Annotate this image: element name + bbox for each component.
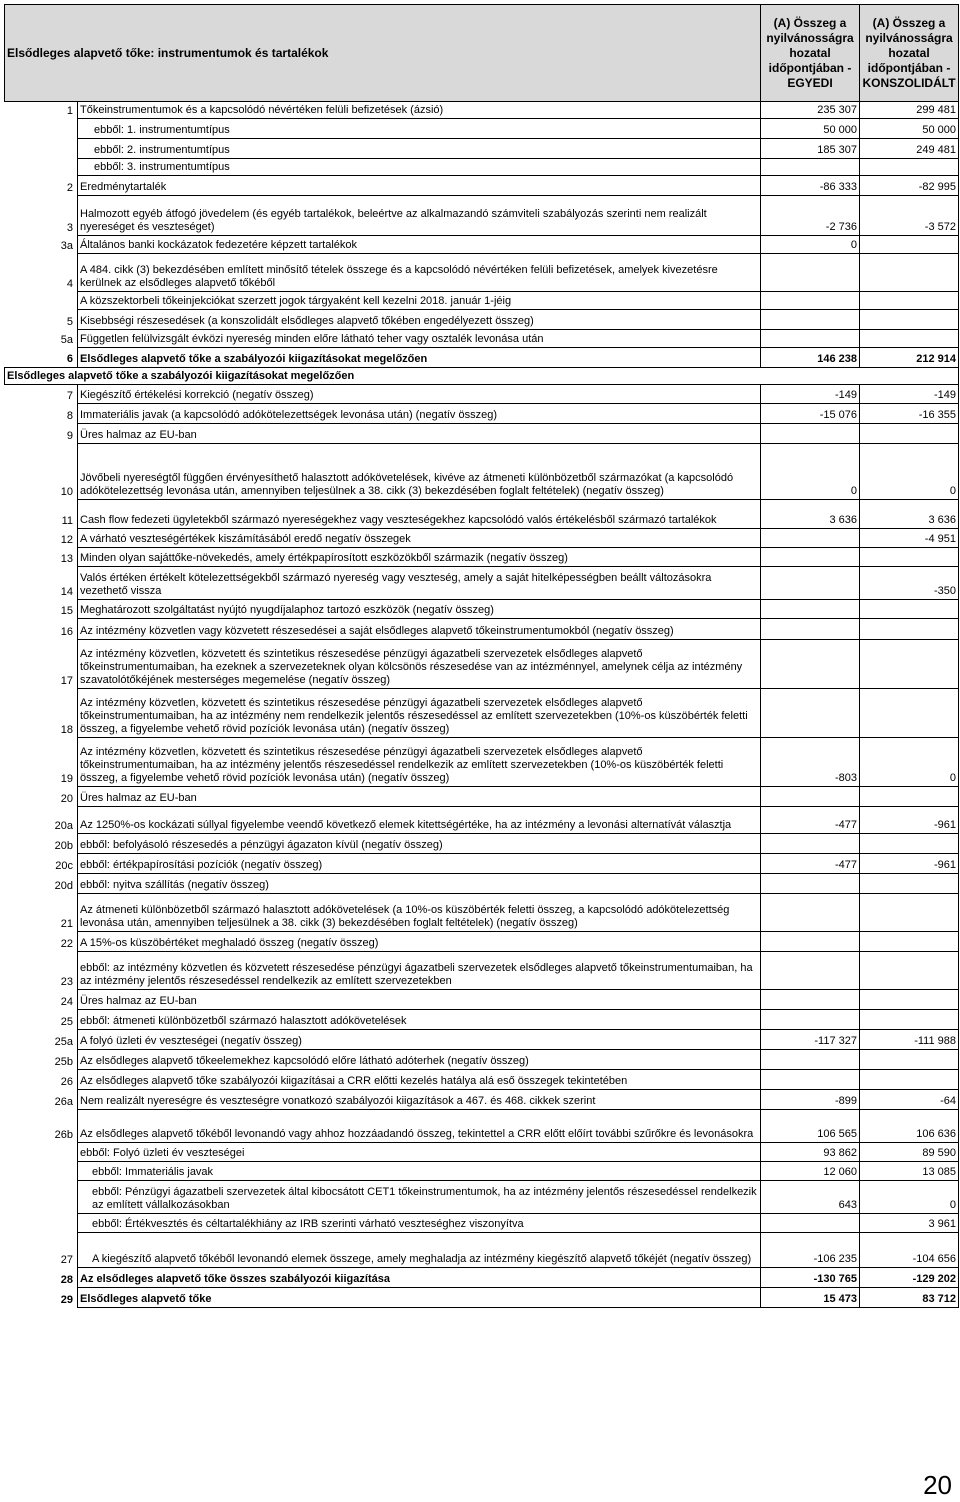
row-description: Elsődleges alapvető tőke (78, 1288, 761, 1308)
value-egyedi (761, 292, 860, 310)
row-description: Eredménytartalék (78, 176, 761, 196)
capital-table (4, 4, 959, 1308)
row-description: Kisebbségi részesedések (a konszolidált elsődleges alapvető tőkében engedélyezett összeg) (78, 310, 761, 330)
table-row (5, 894, 959, 932)
value-konszolidalt (860, 787, 959, 807)
row-description: Az elsődleges alapvető tőke összes szabályozói kiigazítása (78, 1268, 761, 1288)
row-description: Az intézmény közvetlen, közvetett és szintetikus részesedése pénzügyi ágazatbeli szervezetek elsődleges alapvető tőkeinstrumentumaiban, ha az intézmény jelentős részesedéssel rendelkezik az említett szervezetekben (10%-os küszöbérték feletti összeg, a figyelembe vehető rövid pozíciók levonása után) (negatív összeg) (78, 738, 761, 787)
row-description: ebből: Pénzügyi ágazatbeli szervezetek által kibocsátott CET1 tőkeinstrumentumok, ha az intézmény jelentős részesedéssel rendelkezik az említett vállalkozásokban (78, 1181, 761, 1214)
table-row (5, 932, 959, 952)
row-description: ebből: 2. instrumentumtípus (78, 139, 761, 159)
table-row (5, 254, 959, 292)
value-egyedi (761, 1214, 860, 1233)
value-konszolidalt: 0 (860, 738, 959, 787)
value-konszolidalt: -129 202 (860, 1268, 959, 1288)
value-konszolidalt: 106 636 (860, 1110, 959, 1143)
row-number: 5 (66, 315, 73, 328)
value-konszolidalt (860, 894, 959, 932)
row-description: Az elsődleges alapvető tőkeelemekhez kapcsolódó előre látható adóterhek (negatív összeg) (78, 1050, 761, 1070)
table-row (5, 1090, 959, 1110)
row-number: 15 (60, 604, 73, 617)
row-number: 29 (60, 1293, 73, 1306)
value-egyedi (761, 330, 860, 348)
value-egyedi (761, 689, 860, 738)
row-description: ebből: Folyó üzleti év veszteségei (78, 1143, 761, 1162)
value-konszolidalt (860, 292, 959, 310)
value-egyedi (761, 567, 860, 600)
row-description: ebből: az intézmény közvetlen és közvetett részesedése pénzügyi ágazatbeli szervezetek elsődleges alapvető tőkeinstrumentumaiban, ha az intézmény jelentős részesedéssel rendelkezik az említett szervezetekben (78, 952, 761, 990)
row-number: 3 (66, 221, 73, 234)
value-egyedi (761, 600, 860, 619)
value-egyedi: 146 238 (761, 348, 860, 368)
value-egyedi: 12 060 (761, 1162, 860, 1181)
table-row (5, 874, 959, 894)
table-row (5, 990, 959, 1010)
row-number: 26a (54, 1095, 73, 1108)
row-description: ebből: 3. instrumentumtípus (78, 159, 761, 176)
row-number: 6 (66, 353, 73, 365)
row-description: Az elsődleges alapvető tőkéből levonandó vagy ahhoz hozzáadandó összeg, tekintettel a CRR előtt előírt további szűrőkre és levonásokra (78, 1110, 761, 1143)
value-egyedi: -130 765 (761, 1268, 860, 1288)
row-description: Tőkeinstrumentumok és a kapcsolódó névértéken felüli befizetések (ázsió) (78, 102, 761, 119)
table-row (5, 176, 959, 196)
value-egyedi: -2 736 (761, 196, 860, 236)
row-description: Minden olyan sajáttőke-növekedés, amely értékpapírosított eszközökből származik (negatív összeg) (78, 548, 761, 567)
value-egyedi (761, 1010, 860, 1030)
table-row (5, 404, 959, 424)
row-description: Az elsődleges alapvető tőke szabályozói kiigazításai a CRR előtti kezelés hatálya alá eső összegek tekintetében (78, 1070, 761, 1090)
row-number (5, 159, 78, 176)
row-description: Az intézmény közvetlen vagy közvetett részesedései a saját elsődleges alapvető tőkeinstrumentumokból (negatív összeg) (78, 619, 761, 640)
row-description: Kiegészítő értékelési korrekció (negatív összeg) (78, 385, 761, 404)
value-konszolidalt (860, 424, 959, 444)
row-number: 14 (60, 585, 73, 598)
row-number: 9 (66, 429, 73, 442)
value-egyedi: 235 307 (761, 102, 860, 119)
value-egyedi (761, 990, 860, 1010)
table-row (5, 600, 959, 619)
row-description: A kiegészítő alapvető tőkéből levonandó elemek összege, amely meghaladja az intézmény kiegészítő alapvető tőkéjét (negatív összeg) (78, 1233, 761, 1268)
row-number: 23 (60, 975, 73, 988)
row-description: A várható veszteségértékek kiszámításából eredő negatív összegek (78, 529, 761, 548)
table-row (5, 310, 959, 330)
value-egyedi: 50 000 (761, 119, 860, 139)
value-egyedi: -149 (761, 385, 860, 404)
row-description: ebből: Immateriális javak (78, 1162, 761, 1181)
row-description: Általános banki kockázatok fedezetére képzett tartalékok (78, 236, 761, 254)
value-konszolidalt: 249 481 (860, 139, 959, 159)
table-row (5, 385, 959, 404)
value-konszolidalt (860, 689, 959, 738)
row-description: Cash flow fedezeti ügyletekből származó nyereségekhez vagy veszteségekhez kapcsolódó valós értékelésből származó tartalékok (78, 500, 761, 529)
table-row (5, 807, 959, 834)
row-number: 17 (60, 674, 73, 687)
column-header-konszolidalt: (A) Összeg a nyilvánosságra hozatal időpontjában - KONSZOLIDÁLT (860, 5, 959, 102)
row-number: 8 (66, 409, 73, 422)
value-konszolidalt: -104 656 (860, 1233, 959, 1268)
row-number: 20d (54, 879, 73, 892)
value-egyedi: -106 235 (761, 1233, 860, 1268)
value-egyedi: -803 (761, 738, 860, 787)
value-konszolidalt: -82 995 (860, 176, 959, 196)
value-konszolidalt (860, 834, 959, 854)
value-egyedi (761, 894, 860, 932)
value-konszolidalt (860, 236, 959, 254)
row-description: Nem realizált nyereségre és veszteségre vonatkozó szabályozói kiigazítások a 467. és 468. cikkek szerint (78, 1090, 761, 1110)
table-row (5, 1030, 959, 1050)
row-description: Halmozott egyéb átfogó jövedelem (és egyéb tartalékok, beleértve az alkalmazandó számviteli szabályozás szerinti nem realizált nyereséget és veszteséget) (78, 196, 761, 236)
table-row (5, 1162, 959, 1181)
value-konszolidalt: 3 961 (860, 1214, 959, 1233)
value-egyedi: -899 (761, 1090, 860, 1110)
table-row (5, 854, 959, 874)
value-egyedi (761, 932, 860, 952)
row-number: 20a (54, 819, 73, 832)
row-description: Az 1250%-os kockázati súllyal figyelembe veendő következő elemek kitettségértéke, ha az intézmény a levonási alternatívát választja (78, 807, 761, 834)
value-egyedi: 93 862 (761, 1143, 860, 1162)
value-konszolidalt (860, 952, 959, 990)
row-number: 11 (61, 514, 73, 527)
value-konszolidalt (860, 990, 959, 1010)
table-row (5, 348, 959, 368)
value-konszolidalt (860, 254, 959, 292)
value-egyedi (761, 1070, 860, 1090)
row-number: 1 (66, 104, 73, 117)
value-konszolidalt: 89 590 (860, 1143, 959, 1162)
table-row (5, 292, 959, 310)
row-description: A 484. cikk (3) bekezdésében említett minősítő tételek összege és a kapcsolódó névértéken felüli befizetések, amelyek kivezetésre kerülnek az elsődleges alapvető tőkéből (78, 254, 761, 292)
row-description: Valós értéken értékelt kötelezettségekből származó nyereség vagy veszteség, amely a saját hitelképességben beállt változásokra vezethető vissza (78, 567, 761, 600)
row-number: 22 (60, 937, 73, 950)
value-egyedi: -117 327 (761, 1030, 860, 1050)
value-egyedi: 15 473 (761, 1288, 860, 1308)
row-number: 25b (54, 1055, 73, 1068)
table-row (5, 834, 959, 854)
row-description: A 15%-os küszöbértéket meghaladó összeg (negatív összeg) (78, 932, 761, 952)
value-egyedi (761, 952, 860, 990)
value-konszolidalt: -149 (860, 385, 959, 404)
row-description: Az átmeneti különbözetből származó halasztott adókövetelések (a 10%-os küszöbérték feletti összeg, a kapcsolódó adókötelezettség levonása után, amennyiben teljesülnek a 38. cikk (3) bekezdésében foglalt feltételek) (negatív összeg) (78, 894, 761, 932)
table-row (5, 196, 959, 236)
table-row (5, 1181, 959, 1214)
row-description: Független felülvizsgált évközi nyereség minden előre látható teher vagy osztalék levonása után (78, 330, 761, 348)
row-number: 3a (60, 239, 73, 252)
value-konszolidalt: -111 988 (860, 1030, 959, 1050)
value-konszolidalt: 0 (860, 444, 959, 500)
table-row (5, 1288, 959, 1308)
table-row (5, 159, 959, 176)
row-number (5, 292, 78, 310)
table-row (5, 952, 959, 990)
value-egyedi: 643 (761, 1181, 860, 1214)
value-konszolidalt (860, 310, 959, 330)
table-row (5, 529, 959, 548)
value-egyedi (761, 424, 860, 444)
row-number: 24 (60, 995, 73, 1008)
row-description: ebből: nyitva szállítás (negatív összeg) (78, 874, 761, 894)
value-egyedi: 106 565 (761, 1110, 860, 1143)
row-number: 16 (60, 625, 73, 638)
value-egyedi: -15 076 (761, 404, 860, 424)
table-row (5, 567, 959, 600)
table-row (5, 1214, 959, 1233)
value-konszolidalt (860, 932, 959, 952)
row-number: 18 (60, 723, 73, 736)
value-konszolidalt: 50 000 (860, 119, 959, 139)
row-number: 28 (60, 1273, 73, 1286)
table-row (5, 1050, 959, 1070)
value-egyedi: -86 333 (761, 176, 860, 196)
row-number: 25 (60, 1015, 73, 1028)
row-number: 2 (66, 181, 73, 194)
table-row (5, 330, 959, 348)
value-egyedi (761, 529, 860, 548)
column-header-egyedi: (A) Összeg a nyilvánosságra hozatal időpontjában - EGYEDI (761, 5, 860, 102)
value-konszolidalt (860, 159, 959, 176)
row-number: 21 (60, 917, 73, 930)
row-number: 4 (66, 277, 73, 290)
row-number: 20b (54, 839, 73, 852)
value-konszolidalt: -350 (860, 567, 959, 600)
value-egyedi: 0 (761, 236, 860, 254)
value-konszolidalt: 299 481 (860, 102, 959, 119)
row-description: ebből: Értékvesztés és céltartalékhiány az IRB szerinti várható veszteséghez viszonyítva (78, 1214, 761, 1233)
row-number: 26b (54, 1128, 73, 1141)
table-row (5, 738, 959, 787)
value-konszolidalt: -961 (860, 854, 959, 874)
value-egyedi (761, 787, 860, 807)
value-konszolidalt: 83 712 (860, 1288, 959, 1308)
table-row (5, 500, 959, 529)
document-sheet (4, 4, 958, 1308)
value-egyedi (761, 310, 860, 330)
page-number: 20 (923, 1470, 952, 1500)
table-row (5, 689, 959, 738)
table-row (5, 1143, 959, 1162)
row-number: 10 (60, 485, 73, 498)
value-egyedi: 0 (761, 444, 860, 500)
value-konszolidalt (860, 874, 959, 894)
row-number (5, 119, 78, 139)
table-row (5, 787, 959, 807)
value-konszolidalt (860, 330, 959, 348)
table-row (5, 102, 959, 119)
row-description: ebből: értékpapírosítási pozíciók (negatív összeg) (78, 854, 761, 874)
table-row (5, 139, 959, 159)
row-number: 25a (54, 1035, 73, 1048)
value-egyedi (761, 874, 860, 894)
value-konszolidalt: 13 085 (860, 1162, 959, 1181)
value-konszolidalt: 212 914 (860, 348, 959, 368)
value-konszolidalt (860, 1070, 959, 1090)
row-number: 13 (60, 552, 73, 565)
value-egyedi (761, 1050, 860, 1070)
value-konszolidalt (860, 1050, 959, 1070)
value-konszolidalt: -64 (860, 1090, 959, 1110)
table-row (5, 548, 959, 567)
row-number: 19 (60, 772, 73, 785)
table-row (5, 619, 959, 640)
row-number: 20c (55, 859, 73, 872)
value-egyedi (761, 834, 860, 854)
table-row (5, 1010, 959, 1030)
row-description: A közszektorbeli tőkeinjekciókat szerzett jogok tárgyaként kell kezelni 2018. január 1-jéig (78, 292, 761, 310)
row-description: Jövőbeli nyereségtől függően érvényesíthető halasztott adókövetelések, kivéve az átmeneti különbözetből származókat (a kapcsolódó adókötelezettség levonása után, amennyiben teljesülnek a 38. cikk (3) bekezdésében foglalt feltételek) (negatív összeg) (78, 444, 761, 500)
row-number (5, 1181, 78, 1214)
table-row (5, 1233, 959, 1268)
row-description: Az intézmény közvetlen, közvetett és szintetikus részesedése pénzügyi ágazatbeli szervezetek elsődleges alapvető tőkeinstrumentumaiban, ha ezeknek a szervezeteknek olyan kölcsönös részesedése van az intézménnyel, amelynek célja az intézmény szavatolótőkéjének mesterséges megemelése (negatív összeg) (78, 640, 761, 689)
value-konszolidalt: -4 951 (860, 529, 959, 548)
table-row (5, 1268, 959, 1288)
row-description: Immateriális javak (a kapcsolódó adókötelezettségek levonása után) (negatív összeg) (78, 404, 761, 424)
value-konszolidalt: -16 355 (860, 404, 959, 424)
row-number: 20 (60, 792, 73, 805)
row-description: Üres halmaz az EU-ban (78, 424, 761, 444)
value-egyedi (761, 159, 860, 176)
row-number: 7 (66, 389, 73, 402)
table-row (5, 119, 959, 139)
row-number (5, 1214, 78, 1233)
value-egyedi: -477 (761, 854, 860, 874)
value-konszolidalt: -3 572 (860, 196, 959, 236)
value-konszolidalt (860, 600, 959, 619)
row-number (5, 1162, 78, 1181)
row-description: Az intézmény közvetlen, közvetett és szintetikus részesedése pénzügyi ágazatbeli szervezetek elsődleges alapvető tőkeinstrumentumaiban, ha az intézmény nem rendelkezik jelentős részesedéssel az említett szervezetekben (10%-os küszöbérték feletti összeg, a figyelembe vehető rövid pozíciók levonása után) (negatív összeg) (78, 689, 761, 738)
row-description: A folyó üzleti év veszteségei (negatív összeg) (78, 1030, 761, 1050)
row-number: 27 (60, 1253, 73, 1266)
row-description: Üres halmaz az EU-ban (78, 990, 761, 1010)
row-description: ebből: befolyásoló részesedés a pénzügyi ágazaton kívül (negatív összeg) (78, 834, 761, 854)
row-description: Meghatározott szolgáltatást nyújtó nyugdíjalaphoz tartozó eszközök (negatív összeg) (78, 600, 761, 619)
row-number: 12 (60, 533, 73, 546)
row-description: Elsődleges alapvető tőke a szabályozói kiigazításokat megelőzően (78, 348, 761, 368)
value-konszolidalt: -961 (860, 807, 959, 834)
table-row (5, 1110, 959, 1143)
table-row (5, 444, 959, 500)
value-konszolidalt (860, 548, 959, 567)
value-egyedi (761, 640, 860, 689)
row-number (5, 139, 78, 159)
value-egyedi: -477 (761, 807, 860, 834)
value-egyedi (761, 548, 860, 567)
value-egyedi (761, 619, 860, 640)
row-description: Üres halmaz az EU-ban (78, 787, 761, 807)
table-row (5, 1070, 959, 1090)
row-number: 5a (60, 333, 73, 346)
value-konszolidalt (860, 1010, 959, 1030)
table-title: Elsődleges alapvető tőke: instrumentumok és tartalékok (5, 5, 761, 102)
row-number (5, 1143, 78, 1162)
table-row (5, 640, 959, 689)
value-egyedi: 185 307 (761, 139, 860, 159)
table-row (5, 424, 959, 444)
value-konszolidalt (860, 619, 959, 640)
row-description: ebből: 1. instrumentumtípus (78, 119, 761, 139)
section-title: Elsődleges alapvető tőke a szabályozói kiigazításokat megelőzően (5, 368, 959, 385)
table-row (5, 236, 959, 254)
value-konszolidalt (860, 640, 959, 689)
value-konszolidalt: 3 636 (860, 500, 959, 529)
value-konszolidalt: 0 (860, 1181, 959, 1214)
value-egyedi (761, 254, 860, 292)
row-description: ebből: átmeneti különbözetből származó halasztott adókövetelések (78, 1010, 761, 1030)
row-number: 26 (60, 1075, 73, 1088)
value-egyedi: 3 636 (761, 500, 860, 529)
